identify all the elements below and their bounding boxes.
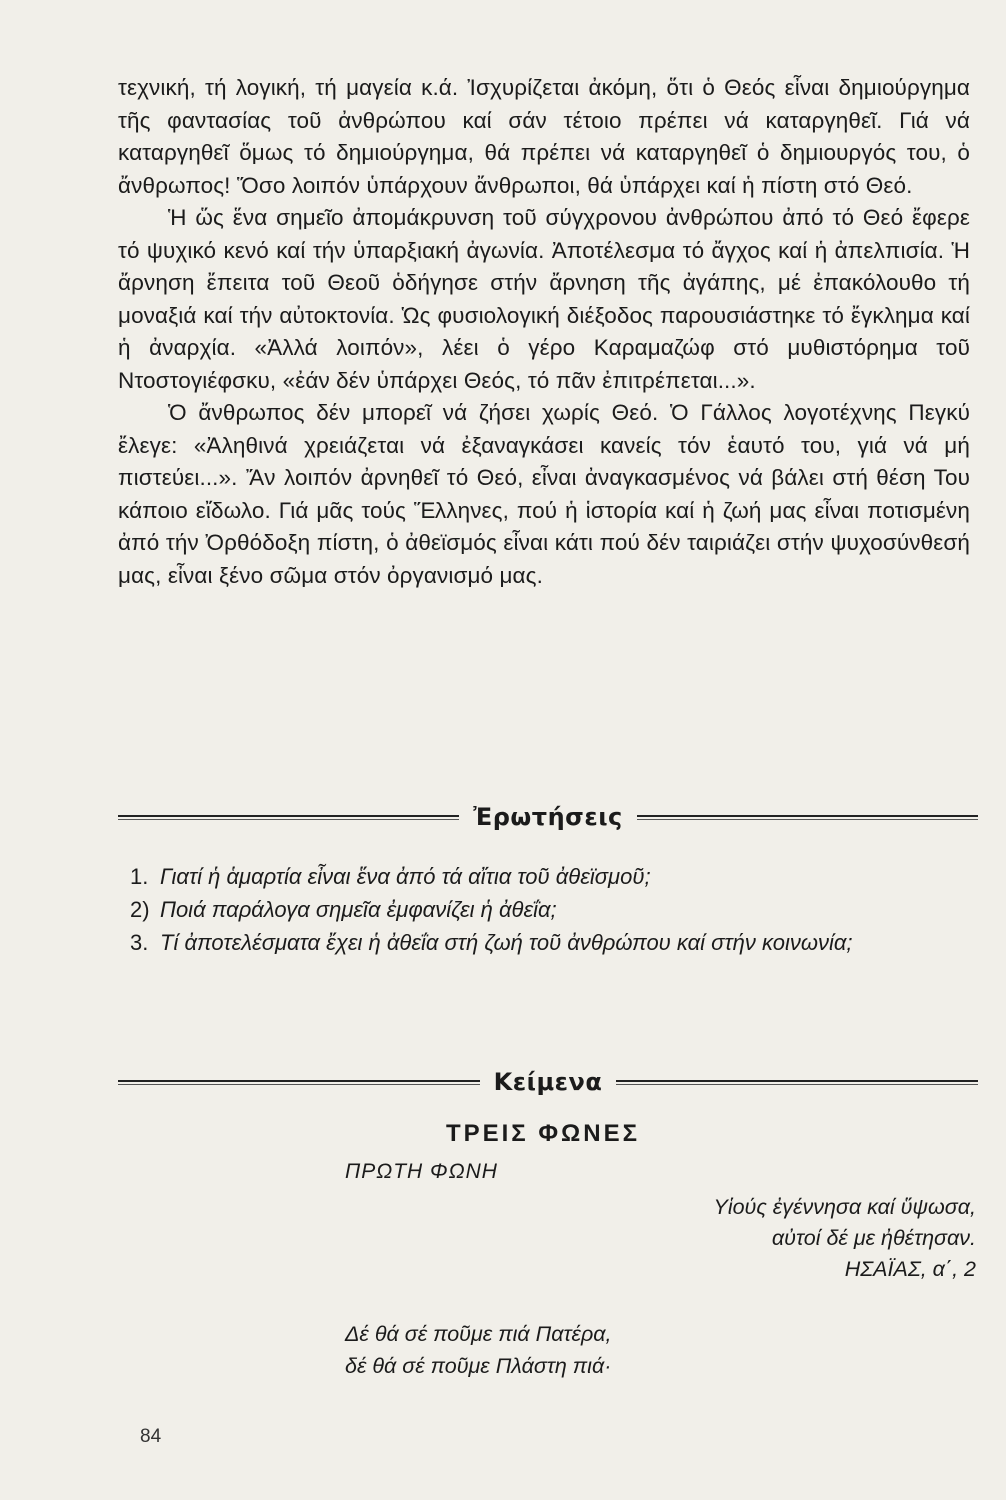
poem-title: ΤΡΕΙΣ ΦΩΝΕΣ	[445, 1120, 641, 1147]
question-item	[130, 860, 975, 893]
question-number: 3.	[130, 930, 149, 955]
texts-heading	[118, 1068, 978, 1096]
epigraph	[713, 1192, 976, 1285]
epigraph-line: Υἱούς ἐγέννησα καί ὕψωσα,	[713, 1195, 976, 1219]
paragraph: Ὁ ἄνθρωπος δέν μπορεῖ νά ζήσει χωρίς Θεό. Ὁ Γάλλος λογοτέχνης Πεγκύ ἔλεγε: «Ἀληθινά χρειάζεται νά ἐξαναγκάσει κανείς τόν ἑαυτό του, γιά νά μή πιστεύει...». Ἄν λοιπόν ἀρνηθεῖ τό Θεό, εἶναι ἀναγκασμένος νά βάλει στή θέση Του κάποιο εἴδωλο. Γιά μᾶς τούς Ἕλληνες, πού ἡ ἱστορία καί ἡ ζωή μας εἶναι ποτισμένη ἀπό τήν Ὀρθόδοξη πίστη, ὁ ἀθεϊσμός εἶναι κάτι πού δέν ταιριάζει στήν ψυχοσύνθεσή μας, εἶναι ξένο σῶμα στόν ὀργανισμό μας.	[118, 400, 970, 588]
poem-line: Δέ θά σέ ποῦμε πιά Πατέρα,	[345, 1322, 612, 1346]
paragraph: τεχνική, τή λογική, τή μαγεία κ.ά. Ἰσχυρίζεται ἀκόμη, ὅτι ὁ Θεός εἶναι δημιούργημα τῆς φαντασίας τοῦ ἀνθρώπου καί σάν τέτοιο πρέπει νά καταργηθεῖ. Γιά νά καταργηθεῖ ὅμως τό δημιούργημα, θά πρέπει νά καταργηθεῖ ὁ δημιουργός του, ὁ ἄνθρωπος! Ὅσο λοιπόν ὑπάρχουν ἄνθρωποι, θά ὑπάρχει καί ἡ πίστη στό Θεό.	[118, 75, 970, 198]
question-text: Ποιά παράλογα σημεῖα ἐμφανίζει ἡ ἀθεΐα;	[160, 897, 557, 922]
poem	[345, 1318, 612, 1382]
page-number: 84	[140, 1426, 162, 1447]
heading-rule-right	[637, 815, 978, 820]
epigraph-line: αὐτοί δέ με ἠθέτησαν.	[771, 1226, 976, 1250]
heading-rule-left	[118, 815, 459, 820]
question-item	[130, 893, 975, 926]
heading-rule-right	[616, 1080, 978, 1085]
body-text	[118, 72, 970, 592]
heading-rule-left	[118, 1080, 480, 1085]
question-text: Τί ἀποτελέσματα ἔχει ἡ ἀθεΐα στή ζωή τοῦ ἀνθρώπου καί στήν κοινωνία;	[160, 930, 853, 955]
questions-list	[130, 860, 975, 959]
question-number: 1.	[130, 864, 149, 889]
paragraph: Ἡ ὥς ἕνα σημεῖο ἀπομάκρυνση τοῦ σύγχρονου ἀνθρώπου ἀπό τό Θεό ἔφερε τό ψυχικό κενό καί τήν ὑπαρξιακή ἀγωνία. Ἀποτέλεσμα τό ἄγχος καί ἡ ἀπελπισία. Ἡ ἄρνηση ἔπειτα τοῦ Θεοῦ ὁδήγησε στήν ἄρνηση τῆς ἀγάπης, μέ ἐπακόλουθο τή μοναξιά καί τήν αὐτοκτονία. Ὡς φυσιολογική διέξοδος παρουσιάστηκε τό ἔγκλημα καί ἡ ἀναρχία. «Ἀλλά λοιπόν», λέει ὁ γέρο Καραμαζώφ στό μυθιστόρημα τοῦ Ντοστογιέφσκυ, «ἐάν δέν ὑπάρχει Θεός, τό πᾶν ἐπιτρέπεται...».	[118, 205, 970, 393]
voice-label: ΠΡΩΤΗ ΦΩΝΗ	[345, 1160, 498, 1183]
epigraph-source: ΗΣΑΪΑΣ, α΄, 2	[844, 1257, 976, 1281]
question-text: Γιατί ἡ ἁμαρτία εἶναι ἕνα ἀπό τά αἴτια τοῦ ἀθεϊσμοῦ;	[160, 864, 651, 889]
texts-heading-label: Κείμενα	[493, 1068, 603, 1096]
question-number: 2)	[130, 897, 150, 922]
questions-heading-label: Ἐρωτήσεις	[473, 803, 623, 831]
questions-heading	[118, 803, 978, 831]
question-item	[130, 926, 975, 959]
poem-line: δέ θά σέ ποῦμε Πλάστη πιά·	[345, 1354, 612, 1378]
